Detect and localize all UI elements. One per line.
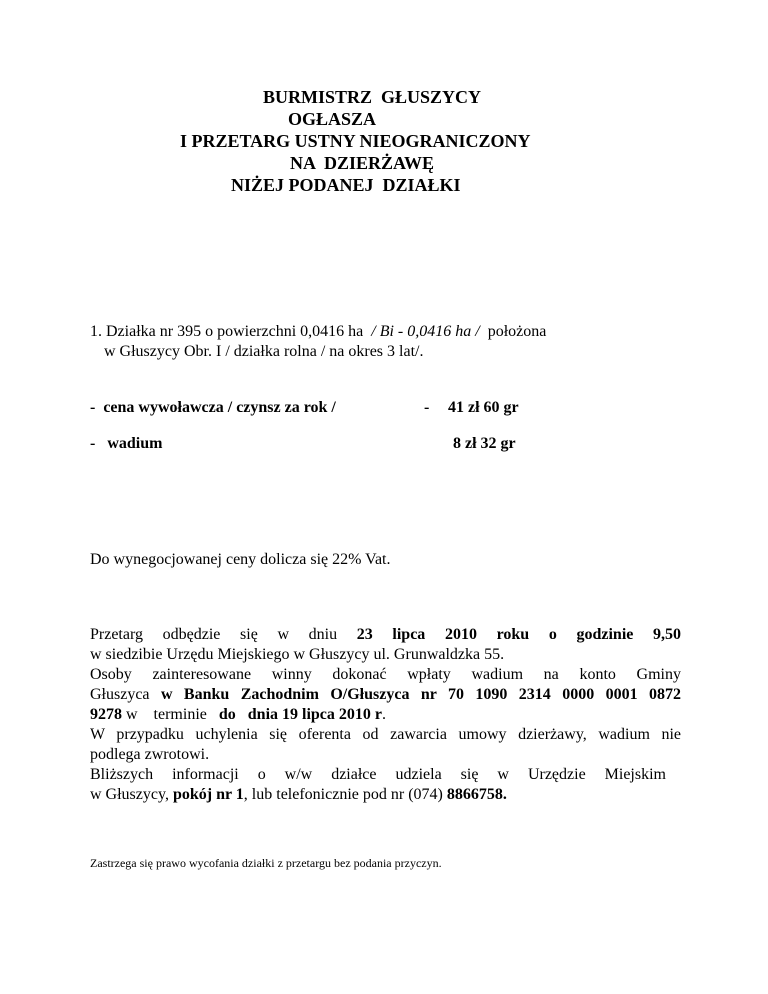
details-line-2: w siedzibie Urzędu Miejskiego w Głuszycy ul. Grunwaldzka 55. bbox=[90, 646, 505, 663]
details-line-5 bbox=[90, 705, 386, 725]
item1-suffix: położona bbox=[487, 323, 547, 340]
details-gmina: Głuszyca bbox=[90, 686, 150, 703]
footnote: Zastrzega się prawo wycofania działki z przetargu bez podania przyczyn. bbox=[90, 856, 442, 870]
details-time: 9,50 bbox=[653, 626, 682, 643]
details-period: . bbox=[382, 706, 387, 723]
details-phone-intro: , lub telefonicznie pod nr (074) bbox=[243, 786, 443, 803]
details-bank-account: w Banku Zachodnim O/Głuszyca nr 70 1090 2314 0000 0001 0872 bbox=[160, 686, 682, 703]
header-line-1: BURMISTRZ GŁUSZYCY bbox=[263, 87, 482, 107]
deposit-label: - wadium bbox=[90, 435, 163, 452]
details-deadline: do dnia 19 lipca 2010 r bbox=[218, 706, 383, 723]
details-line-6: W przypadku uchylenia się oferenta od zawarcia umowy dzierżawy, wadium nie bbox=[90, 726, 681, 743]
details-deadline-intro: w terminie bbox=[126, 706, 207, 723]
price-dash: - bbox=[424, 399, 430, 416]
details-line-1 bbox=[90, 625, 681, 645]
details-line-8: Bliższych informacji o w/w działce udziela się w Urzędzie Miejskim bbox=[90, 766, 666, 783]
details-line-4 bbox=[90, 685, 681, 705]
details-location: w Głuszycy, bbox=[90, 786, 169, 803]
item1-line-2: w Głuszycy Obr. I / działka rolna / na okres 3 lat/. bbox=[104, 343, 424, 360]
header-line-2: OGŁASZA bbox=[288, 109, 377, 129]
details-room: pokój nr 1 bbox=[172, 786, 244, 803]
details-date: 23 lipca 2010 roku o godzinie bbox=[356, 626, 634, 643]
details-line-3: Osoby zainteresowane winny dokonać wpłaty wadium na konto Gminy bbox=[90, 666, 681, 683]
item1-prefix: 1. Działka nr 395 o powierzchni 0,0416 ha bbox=[90, 323, 364, 340]
details-phone: 8866758. bbox=[446, 786, 507, 803]
item1-area-class: / Bi - 0,0416 ha / bbox=[371, 323, 480, 340]
header-line-3: I PRZETARG USTNY NIEOGRANICZONY bbox=[180, 131, 531, 151]
header-line-5: NIŻEJ PODANEJ DZIAŁKI bbox=[231, 175, 461, 195]
item1-line-1 bbox=[90, 322, 546, 342]
price-label: - cena wywoławcza / czynsz za rok / bbox=[90, 399, 336, 416]
price-value: 41 zł 60 gr bbox=[448, 399, 519, 416]
deposit-value: 8 zł 32 gr bbox=[453, 435, 516, 452]
details-date-intro: Przetarg odbędzie się w dniu bbox=[90, 626, 338, 643]
details-line-9 bbox=[90, 785, 507, 805]
details-line-7: podlega zwrotowi. bbox=[90, 746, 210, 763]
details-account-end: 9278 bbox=[90, 706, 122, 723]
vat-note: Do wynegocjowanej ceny dolicza się 22% Vat. bbox=[90, 551, 391, 568]
header-line-4: NA DZIERŻAWĘ bbox=[290, 153, 435, 173]
